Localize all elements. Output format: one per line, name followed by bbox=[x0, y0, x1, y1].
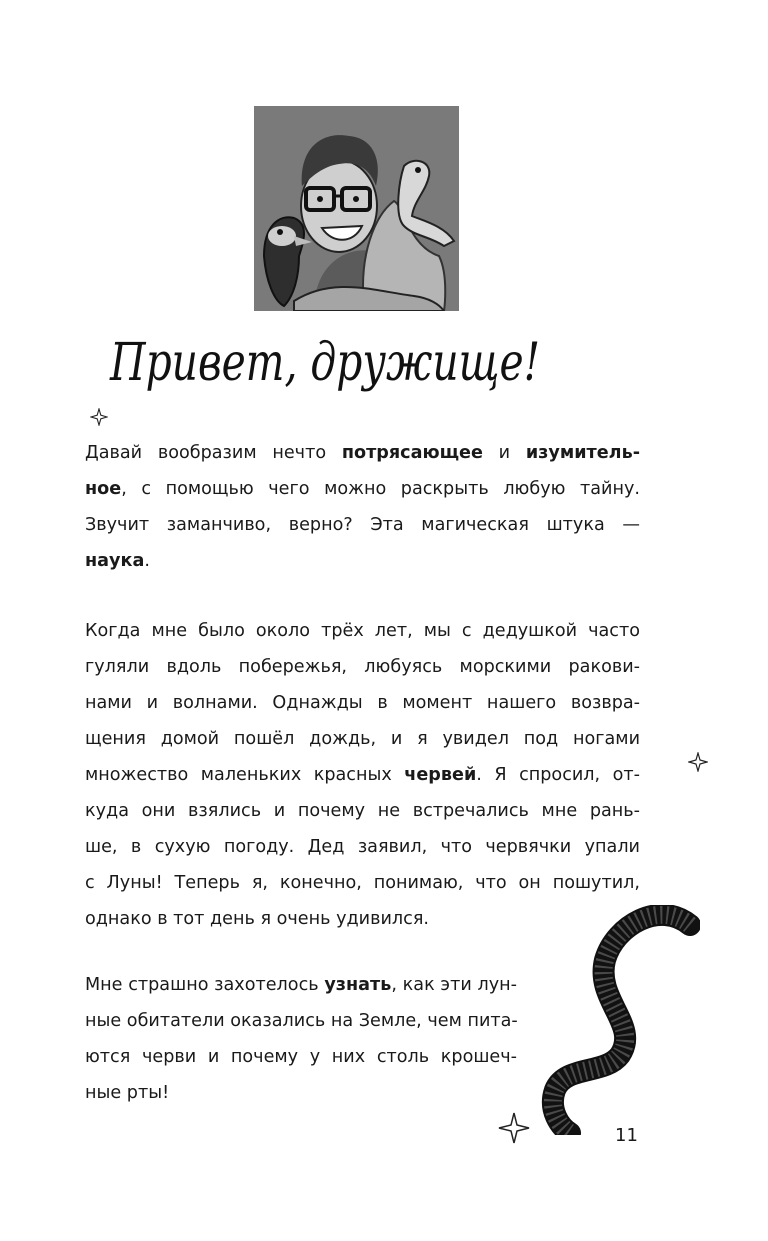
text-run: щения домой пошёл дождь, и я увидел под ногами bbox=[85, 729, 640, 749]
text-run: ные рты! bbox=[85, 1083, 170, 1103]
text-line bbox=[85, 649, 640, 685]
text-run: Мне страшно захотелось bbox=[85, 975, 325, 995]
text-run: , как эти лун- bbox=[391, 975, 517, 995]
bold-term: потрясающее bbox=[341, 443, 483, 463]
text-run: нами и волнами. Однажды в момент нашего возвра- bbox=[85, 693, 640, 713]
bold-term: ное bbox=[85, 479, 122, 499]
text-run: с Луны! Теперь я, конечно, понимаю, что он пошутил, bbox=[85, 873, 640, 893]
author-portrait-illustration bbox=[254, 106, 459, 311]
bold-term: узнать bbox=[324, 975, 392, 995]
text-line bbox=[85, 865, 640, 901]
bold-term: изумитель- bbox=[525, 443, 640, 463]
worm-illustration bbox=[540, 905, 700, 1135]
text-run: Звучит заманчиво, верно? Эта магическая штука — bbox=[85, 515, 640, 535]
text-run: и bbox=[482, 443, 526, 463]
text-line bbox=[85, 1075, 517, 1111]
text-run: Давай вообразим нечто bbox=[85, 443, 342, 463]
page-number: 11 bbox=[615, 1125, 638, 1146]
text-run: однако в тот день я очень удивился. bbox=[85, 909, 429, 929]
bold-term: наука bbox=[85, 551, 145, 571]
text-line bbox=[85, 471, 640, 507]
text-line bbox=[85, 757, 640, 793]
bold-term: червей bbox=[404, 765, 477, 785]
paragraph-story bbox=[85, 613, 640, 937]
text-line bbox=[85, 829, 640, 865]
text-line bbox=[85, 435, 640, 471]
text-line bbox=[85, 507, 640, 543]
paragraph-intro bbox=[85, 435, 640, 579]
text-run: гуляли вдоль побережья, любуясь морскими ракови- bbox=[85, 657, 640, 677]
sparkle-icon bbox=[90, 408, 108, 426]
text-line bbox=[85, 967, 517, 1003]
greeting-title bbox=[110, 322, 658, 422]
text-line bbox=[85, 721, 640, 757]
text-run: куда они взялись и почему не встречались мне рань- bbox=[85, 801, 640, 821]
text-line bbox=[85, 613, 640, 649]
text-run: Когда мне было около трёх лет, мы с дедушкой часто bbox=[85, 621, 640, 641]
text-run: . Я спросил, от- bbox=[476, 765, 640, 785]
text-run: , с помощью чего можно раскрыть любую тайну. bbox=[121, 479, 640, 499]
text-run: . bbox=[144, 551, 150, 571]
paragraph-question bbox=[85, 967, 517, 1111]
sparkle-icon bbox=[498, 1112, 530, 1144]
text-run: ные обитатели оказались на Земле, чем пита- bbox=[85, 1011, 518, 1031]
text-line bbox=[85, 793, 640, 829]
text-run: ше, в сухую погоду. Дед заявил, что червячки упали bbox=[85, 837, 640, 857]
text-run: ются черви и почему у них столь крошеч- bbox=[85, 1047, 517, 1067]
text-line bbox=[85, 543, 640, 579]
text-line bbox=[85, 1003, 517, 1039]
greeting-text: Привет, дружище! bbox=[109, 333, 541, 393]
text-line bbox=[85, 685, 640, 721]
portrait-drawing bbox=[254, 106, 459, 311]
text-run: множество маленьких красных bbox=[85, 765, 405, 785]
text-line bbox=[85, 1039, 517, 1075]
sparkle-icon bbox=[688, 752, 708, 772]
